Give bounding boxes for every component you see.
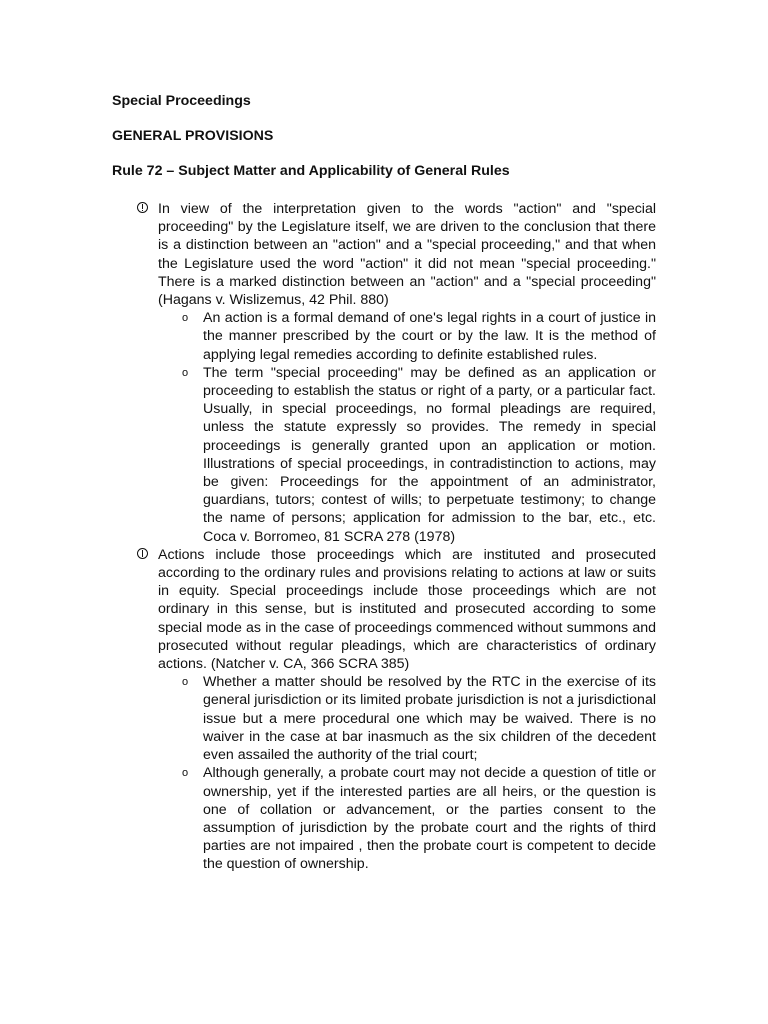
sub-item	[158, 764, 656, 873]
sub-item	[158, 673, 656, 764]
exclamation-circle-icon	[137, 548, 148, 559]
sub-marker: o	[182, 366, 189, 379]
bullet-item	[112, 546, 656, 874]
sub-item	[158, 364, 656, 546]
bullet-text: Actions include those proceedings which are instituted and prosecuted according to the ordinary rules and provisions relating to actions at law or suits in equity. Special proceedings include those proceedings which are not ordinary in this sense, but is instituted and prosecuted according to some special mode as in the case of proceedings commenced without summons and prosecuted without regular pleadings, which are characteristics of ordinary actions. (Natcher v. CA, 366 SCRA 385)	[158, 546, 656, 673]
sub-item-text: Whether a matter should be resolved by the RTC in the exercise of its general jurisdiction or its limited probate jurisdiction is not a jurisdictional issue but a mere procedural one which may be waived. There is no waiver in the case at bar inasmuch as the six children of the decedent even assailed the authority of the trial court;	[203, 674, 656, 764]
bullet-list	[112, 200, 656, 874]
sub-item-text: An action is a formal demand of one's legal rights in a court of justice in the manner prescribed by the court or by the law. It is the method of applying legal remedies according to definite established rules.	[203, 310, 656, 363]
sub-list	[158, 673, 656, 873]
bullet-text: In view of the interpretation given to the words "action" and "special proceeding" by the Legislature itself, we are driven to the conclusion that there is a distinction between an "action" and a "special proceeding," and that when the Legislature used the word "action" it did not mean "special proceeding." There is a marked distinction between an "action" and a "special proceeding" (Hagans v. Wislizemus, 42 Phil. 880)	[158, 201, 656, 309]
sub-item-text: Although generally, a probate court may not decide a question of title or ownership, yet if the interested parties are all heirs, or the question is one of collation or advancement, or the parties consent to the assumption of jurisdiction by the probate court and the rights of third parties are not impaired , then the probate court is competent to decide the question of ownership.	[203, 765, 656, 873]
sub-item-text: The term "special proceeding" may be defined as an application or proceeding to establish the status or right of a party, or a particular fact. Usually, in special proceedings, no formal pleadings are required, unless the statute expressly so provides. The remedy in special proceedings is generally granted upon an application or motion. Illustrations of special proceedings, in contradistinction to actions, may be given: Proceedings for the appointment of an administrator, guardians, tutors; contest of wills; to perpetuate testimony; to change the name of persons; application for admission to the bar, etc., etc. Coca v. Borromeo, 81 SCRA 278 (1978)	[203, 364, 656, 545]
sub-marker: o	[182, 312, 189, 325]
sub-marker: o	[182, 767, 189, 780]
sub-marker: o	[182, 676, 189, 689]
document-title: Special Proceedings	[112, 93, 251, 109]
sub-item	[158, 309, 656, 364]
sub-list	[158, 309, 656, 546]
exclamation-circle-icon	[137, 202, 148, 213]
section-heading: GENERAL PROVISIONS	[112, 128, 274, 144]
rule-heading: Rule 72 – Subject Matter and Applicability of General Rules	[112, 163, 510, 179]
bullet-item	[112, 200, 656, 546]
